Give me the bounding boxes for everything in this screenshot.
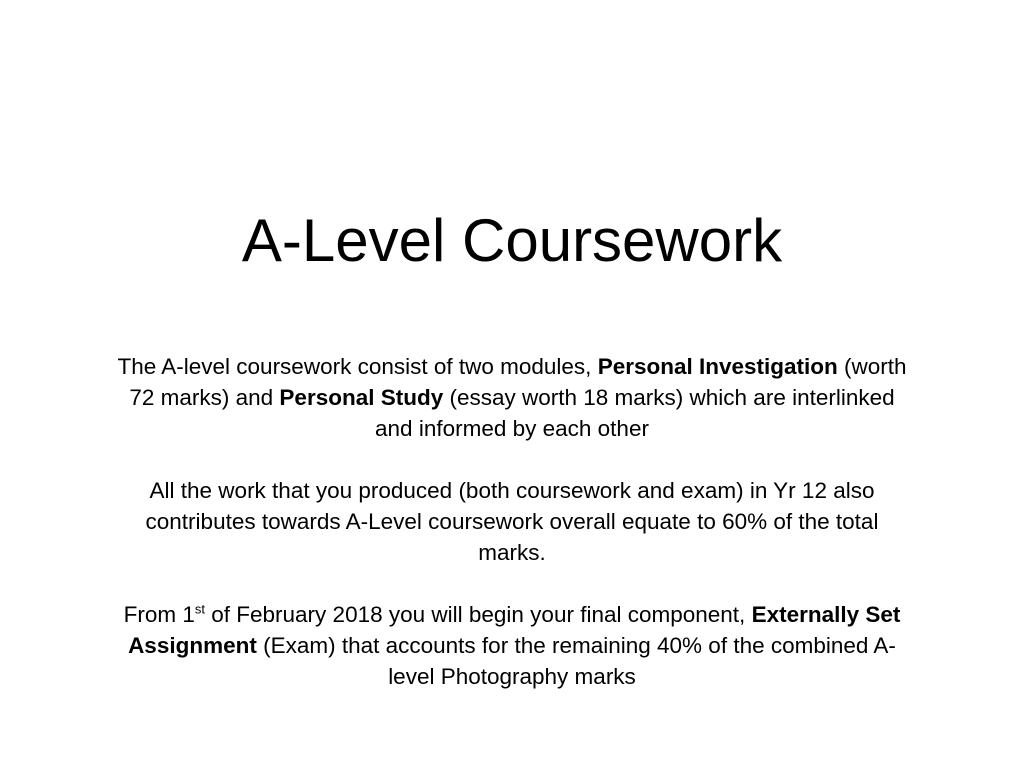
paragraph-modules-text-1: The A-level coursework consist of two modules, bbox=[117, 354, 598, 379]
paragraph-final-text-2: of February 2018 you will begin your final component, bbox=[205, 602, 752, 627]
slide-title: A-Level Coursework bbox=[241, 207, 783, 274]
personal-study-emphasis: Personal Study bbox=[279, 385, 444, 410]
personal-investigation-emphasis: Personal Investigation bbox=[597, 354, 838, 379]
paragraph-final-text-3: (Exam) that accounts for the remaining 40% of the combined A-level Photography marks bbox=[256, 633, 896, 689]
externally-set-assignment-emphasis: Externally Set Assignment bbox=[128, 602, 901, 658]
slide-body bbox=[112, 351, 912, 692]
paragraph-modules-text-2: (worth 72 marks) and bbox=[129, 354, 907, 410]
paragraph-modules-text-3: (essay worth 18 marks) which are interlinked and informed by each other bbox=[375, 385, 895, 441]
paragraph-yr12: All the work that you produced (both coursework and exam) in Yr 12 also contributes towards A-Level coursework overall equate to 60% of the total marks. bbox=[145, 478, 879, 565]
paragraph-final-component bbox=[112, 599, 912, 692]
paragraph-modules bbox=[112, 351, 912, 444]
paragraph-final-text-1: From 1 bbox=[123, 602, 195, 627]
ordinal-suffix: st bbox=[194, 601, 205, 617]
